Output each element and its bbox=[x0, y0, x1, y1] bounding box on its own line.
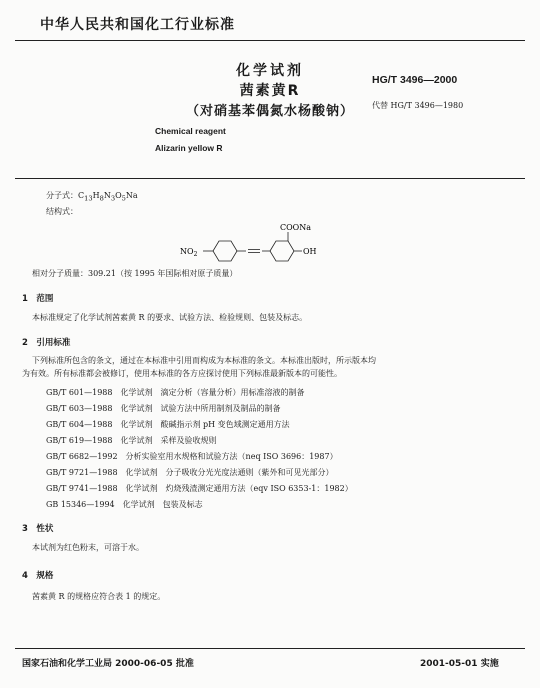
standard-code: HG/T 3496—2000 bbox=[372, 74, 458, 86]
ref-item: GB/T 601—1988 化学试剂 滴定分析（容量分析）用标准溶液的制备 bbox=[46, 388, 305, 397]
benzene-ring-1 bbox=[213, 241, 237, 261]
oh-label: OH bbox=[303, 247, 317, 256]
ref-item: GB 15346—1994 化学试剂 包装及标志 bbox=[46, 500, 203, 509]
section-3-text: 本试剂为红色粉末，可溶于水。 bbox=[32, 543, 144, 552]
title-line-3: （对硝基苯偶氮水杨酸钠） bbox=[185, 104, 354, 119]
section-2-title: 2 引用标准 bbox=[22, 338, 71, 348]
section-3-title: 3 性状 bbox=[22, 524, 54, 534]
benzene-ring-2 bbox=[270, 241, 294, 261]
implementation-date: 2001-05-01 实施 bbox=[420, 659, 499, 669]
structure-label: 结构式： bbox=[46, 207, 78, 216]
replaces-note: 代替 HG/T 3496—1980 bbox=[372, 101, 464, 110]
ref-item: GB/T 619—1988 化学试剂 采样及验收规则 bbox=[46, 436, 217, 445]
ref-item: GB/T 604—1988 化学试剂 酸碱指示剂 pH 变色域测定通用方法 bbox=[46, 420, 290, 429]
english-title-2: Alizarin yellow R bbox=[155, 143, 223, 153]
section-1-title: 1 范围 bbox=[22, 294, 54, 304]
ref-item: GB/T 6682—1992 分析实验室用水规格和试验方法（neq ISO 3696：1987） bbox=[46, 452, 338, 461]
section-4-title: 4 规格 bbox=[22, 571, 54, 581]
ref-item: GB/T 9741—1988 化学试剂 灼烧残渣测定通用方法（eqv ISO 6353-1：1982） bbox=[46, 484, 353, 493]
english-title-1: Chemical reagent bbox=[155, 126, 226, 136]
section-2-text-1: 下列标准所包含的条文，通过在本标准中引用而构成为本标准的条文。本标准出版时，所示版本均 bbox=[32, 356, 376, 365]
section-2-text-2: 为有效。所有标准都会被修订，使用本标准的各方应探讨使用下列标准最新版本的可能性。 bbox=[22, 369, 342, 378]
header-rule bbox=[15, 40, 525, 41]
structural-formula bbox=[170, 222, 340, 270]
no2-label: $NO_2$ bbox=[180, 247, 198, 258]
approval-date: 国家石油和化学工业局 2000-06-05 批准 bbox=[22, 659, 194, 669]
section-1-text: 本标准规定了化学试剂茜素黄 R 的要求、试验方法、检验规则、包装及标志。 bbox=[32, 313, 308, 322]
molecular-weight: 相对分子质量：309.21（按 1995 年国际相对原子质量） bbox=[32, 269, 238, 278]
section-4-text: 茜素黄 R 的规格应符合表 1 的规定。 bbox=[32, 592, 166, 601]
title-rule bbox=[15, 178, 525, 179]
ref-item: GB/T 9721—1988 化学试剂 分子吸收分光光度法通则（紫外和可见光部分） bbox=[46, 468, 334, 477]
coona-label: COONa bbox=[280, 223, 312, 232]
molecular-formula: 分子式：$C_{13}H_8N_3O_5Na$ bbox=[46, 191, 138, 203]
title-line-1: 化学试剂 bbox=[236, 63, 304, 79]
footer-rule bbox=[15, 648, 525, 649]
title-line-2: 茜素黄R bbox=[239, 83, 301, 99]
ref-item: GB/T 603—1988 化学试剂 试验方法中所用制剂及制品的制备 bbox=[46, 404, 281, 413]
document-header: 中华人民共和国化工行业标准 bbox=[40, 17, 235, 33]
